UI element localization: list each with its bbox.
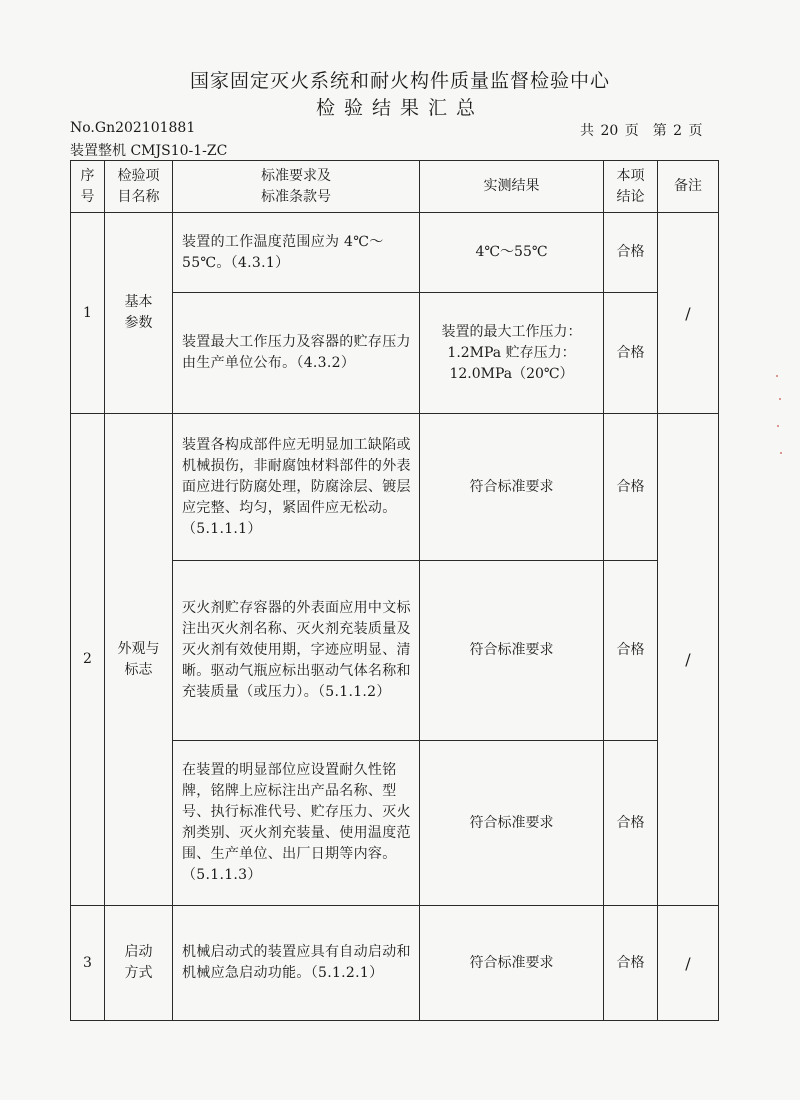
seq-cell: 3 bbox=[71, 906, 105, 1021]
scan-mark bbox=[780, 452, 782, 454]
remark-cell: / bbox=[658, 414, 719, 906]
standard-cell: 装置的工作温度范围应为 4℃～55℃。（4.3.1） bbox=[173, 213, 420, 293]
scan-mark bbox=[776, 375, 778, 377]
item-cell: 基本参数 bbox=[105, 213, 173, 414]
seq-cell: 1 bbox=[71, 213, 105, 414]
conclusion-cell: 合格 bbox=[604, 293, 658, 414]
header-standard: 标准要求及标准条款号 bbox=[173, 161, 420, 213]
result-cell: 装置的最大工作压力：1.2MPa 贮存压力：12.0MPa（20℃） bbox=[420, 293, 604, 414]
remark-cell: / bbox=[658, 906, 719, 1021]
page-info: 共 20 页 第 2 页 bbox=[580, 123, 703, 139]
standard-cell: 机械启动式的装置应具有自动启动和机械应急启动功能。（5.1.2.1） bbox=[173, 906, 420, 1021]
results-table bbox=[70, 160, 719, 1021]
item-cell: 外观与标志 bbox=[105, 414, 173, 906]
standard-cell: 在装置的明显部位应设置耐久性铭牌，铭牌上应标注出产品名称、型号、执行标准代号、贮存压力、灭火剂类别、灭火剂充装量、使用温度范围、生产单位、出厂日期等内容。（5.1.1.3） bbox=[173, 741, 420, 906]
conclusion-cell: 合格 bbox=[604, 213, 658, 293]
item-cell: 启动方式 bbox=[105, 906, 173, 1021]
conclusion-cell: 合格 bbox=[604, 906, 658, 1021]
report-number: No.Gn202101881 bbox=[70, 120, 196, 136]
conclusion-cell: 合格 bbox=[604, 741, 658, 906]
standard-cell: 装置最大工作压力及容器的贮存压力由生产单位公布。（4.3.2） bbox=[173, 293, 420, 414]
result-cell: 符合标准要求 bbox=[420, 414, 604, 561]
org-title: 国家固定灭火系统和耐火构件质量监督检验中心 bbox=[189, 70, 610, 92]
table-header-row bbox=[71, 161, 719, 213]
conclusion-cell: 合格 bbox=[604, 561, 658, 741]
scan-mark bbox=[779, 398, 781, 400]
result-cell: 符合标准要求 bbox=[420, 741, 604, 906]
result-cell: 符合标准要求 bbox=[420, 561, 604, 741]
table-row bbox=[71, 414, 719, 561]
standard-cell: 装置各构成部件应无明显加工缺陷或机械损伤，非耐腐蚀材料部件的外表面应进行防腐处理，防腐涂层、镀层应完整、均匀，紧固件应无松动。（5.1.1.1） bbox=[173, 414, 420, 561]
result-cell: 符合标准要求 bbox=[420, 906, 604, 1021]
table-row bbox=[71, 213, 719, 293]
header-conclusion: 本项结论 bbox=[604, 161, 658, 213]
header-result: 实测结果 bbox=[420, 161, 604, 213]
header-item: 检验项目名称 bbox=[105, 161, 173, 213]
conclusion-cell: 合格 bbox=[604, 414, 658, 561]
header-seq: 序号 bbox=[71, 161, 105, 213]
doc-title: 检验结果汇总 bbox=[315, 97, 484, 119]
scan-mark bbox=[777, 425, 779, 427]
result-cell: 4℃～55℃ bbox=[420, 213, 604, 293]
remark-cell: / bbox=[658, 213, 719, 414]
standard-cell: 灭火剂贮存容器的外表面应用中文标注出灭火剂名称、灭火剂充装质量及灭火剂有效使用期，字迹应明显、清晰。驱动气瓶应标出驱动气体名称和充装质量（或压力）。（5.1.1.2） bbox=[173, 561, 420, 741]
table-row bbox=[71, 906, 719, 1021]
seq-cell: 2 bbox=[71, 414, 105, 906]
device-model: 装置整机 CMJS10-1-ZC bbox=[70, 143, 228, 159]
header-remark: 备注 bbox=[658, 161, 719, 213]
